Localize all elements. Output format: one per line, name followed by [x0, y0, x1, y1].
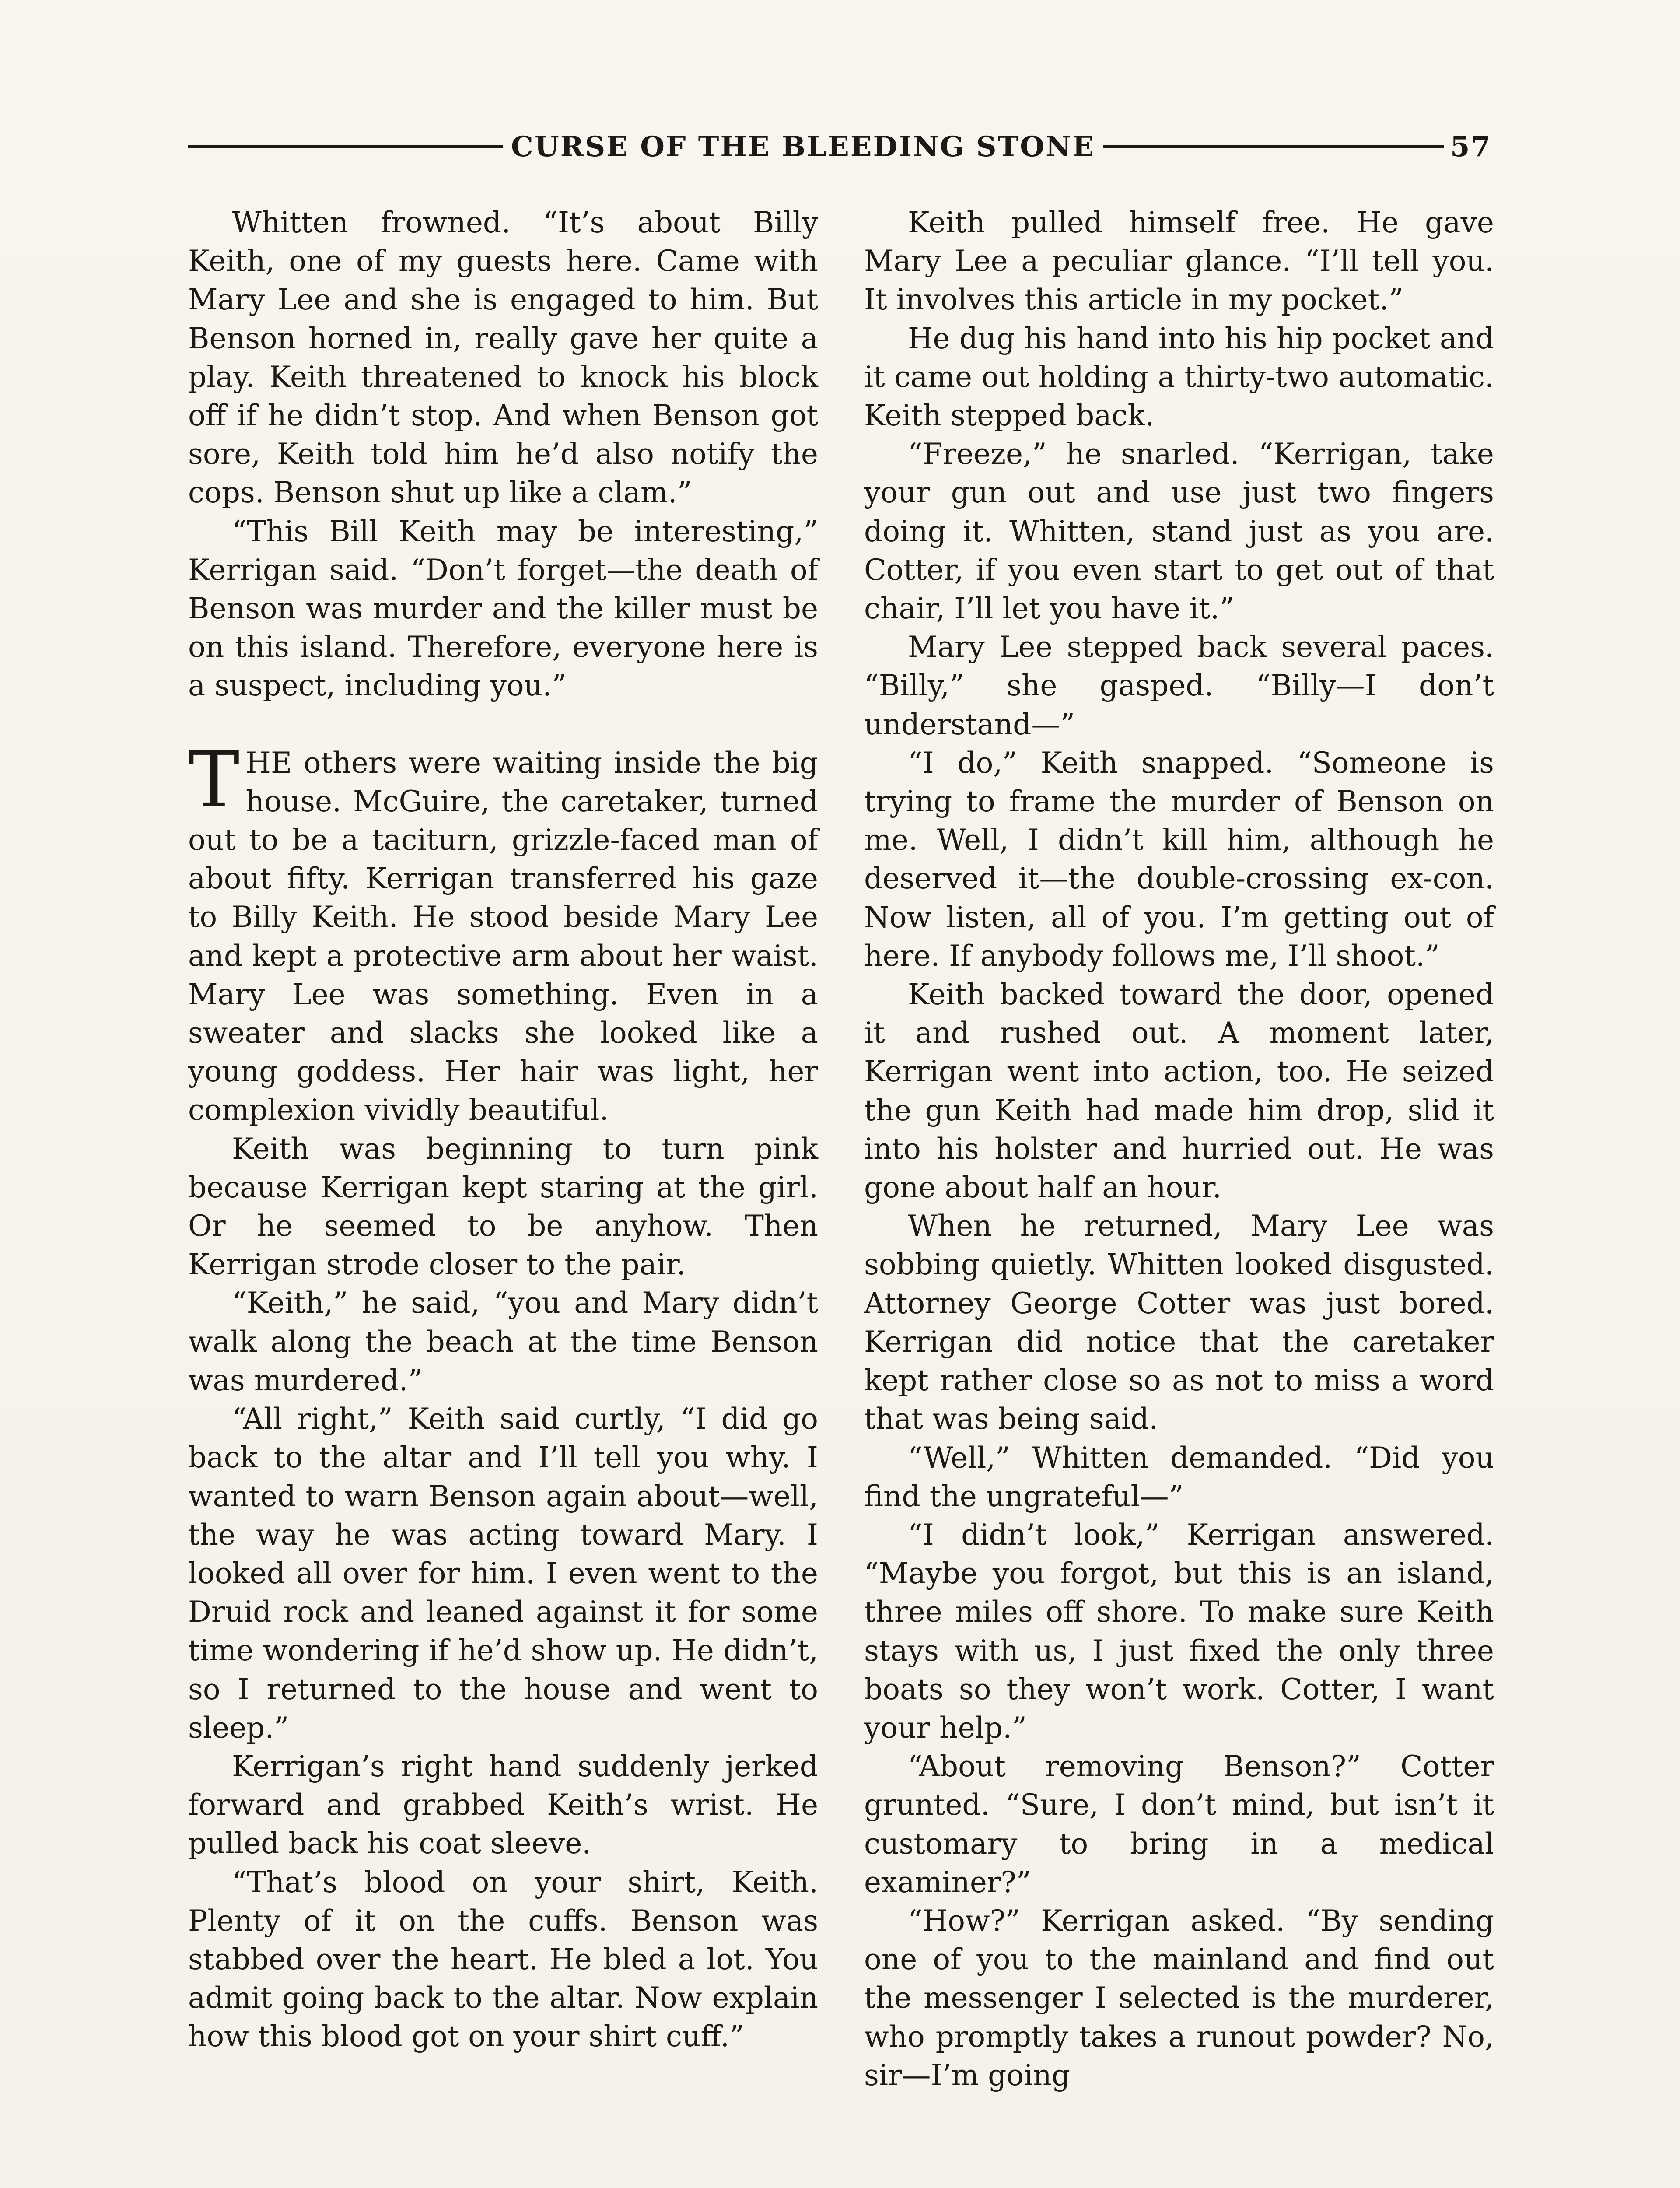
dropcap-paragraph-text: HE others were waiting inside the big house. McGuire, the caretaker, turned out to be a taciturn, grizzle-faced man of about fifty. Kerrigan transferred his gaze to Billy Keith. He stood beside Mary Lee and kept a protective arm about her waist. Mary Lee was something. Even in a sweater and slacks she looked like a young goddess. Her hair was light, her complexion vividly beautiful.	[188, 746, 818, 1127]
paragraph: Kerrigan’s right hand suddenly jerked forward and grabbed Keith’s wrist. He pulled back his coat sleeve.	[188, 1749, 818, 1861]
paragraph: “Well,” Whitten demanded. “Did you find the ungrateful—”	[864, 1441, 1494, 1513]
paragraph: “Freeze,” he snarled. “Kerrigan, take your gun out and use just two fingers doing it. Whitten, stand just as you are. Cotter, if you even start to get out of that chair, I’ll let you have it.”	[864, 437, 1494, 626]
paragraph: Keith was beginning to turn pink because Kerrigan kept staring at the girl. Or he seemed to be anyhow. Then Kerrigan strode closer to the pair.	[188, 1132, 818, 1282]
dropcap-paragraph	[188, 735, 818, 1130]
paragraph: Keith pulled himself free. He gave Mary Lee a peculiar glance. “I’ll tell you. It involves this article in my pocket.”	[864, 206, 1494, 317]
story-title: CURSE OF THE BLEEDING STONE	[511, 130, 1096, 163]
drop-cap-letter: T	[188, 735, 240, 825]
paragraph: “About removing Benson?” Cotter grunted. “Sure, I don’t mind, but isn’t it customary to bring in a medical examiner?”	[864, 1750, 1494, 1899]
paragraph: “How?” Kerrigan asked. “By sending one of you to the mainland and find out the messenger I selected is the murderer, who promptly takes a runout powder? No, sir—I’m going	[864, 1904, 1494, 2092]
paragraph: “That’s blood on your shirt, Keith. Plenty of it on the cuffs. Benson was stabbed over the heart. He bled a lot. You admit going back to the altar. Now explain how this blood got on your shirt cuff.”	[188, 1865, 818, 2054]
paragraph: Whitten frowned. “It’s about Billy Keith, one of my guests here. Came with Mary Lee and she is engaged to him. But Benson horned in, really gave her quite a play. Keith threatened to knock his block off if he didn’t stop. And when Benson got sore, Keith told him he’d also notify the cops. Benson shut up like a clam.”	[188, 206, 818, 510]
paragraph: “Keith,” he said, “you and Mary didn’t walk along the beach at the time Benson was murdered.”	[188, 1286, 818, 1397]
paragraph: Keith backed toward the door, opened it and rushed out. A moment later, Kerrigan went into action, too. He seized the gun Keith had made him drop, slid it into his holster and hurried out. He was gone about half an hour.	[864, 978, 1494, 1205]
paragraph: He dug his hand into his hip pocket and it came out holding a thirty-two automatic. Keith stepped back.	[864, 321, 1494, 433]
paragraph: When he returned, Mary Lee was sobbing quietly. Whitten looked disgusted. Attorney George Cotter was just bored. Kerrigan did notice that the caretaker kept rather close so as not to miss a word that was being said.	[864, 1209, 1494, 1436]
paragraph: Mary Lee stepped back several paces. “Billy,” she gasped. “Billy—I don’t understand—”	[864, 630, 1494, 741]
header-rule-right	[1103, 145, 1444, 148]
paragraph: “I didn’t look,” Kerrigan answered. “Maybe you forgot, but this is an island, three miles off shore. To make sure Keith stays with us, I just fixed the only three boats so they won’t work. Cotter, I want your help.”	[864, 1518, 1494, 1745]
paragraph: “I do,” Keith snapped. “Someone is trying to frame the murder of Benson on me. Well, I didn’t kill him, although he deserved it—the double-crossing ex-con. Now listen, all of you. I’m getting out of here. If anybody follows me, I’ll shoot.”	[864, 746, 1494, 973]
right-column	[864, 203, 1494, 2095]
paragraph: “All right,” Keith said curtly, “I did go back to the altar and I’ll tell you why. I wanted to warn Benson again about—well, the way he was acting toward Mary. I looked all over for him. I even went to the Druid rock and leaned against it for some time wondering if he’d show up. He didn’t, so I returned to the house and went to sleep.”	[188, 1402, 818, 1745]
page-number: 57	[1450, 130, 1492, 163]
running-head	[188, 127, 1492, 166]
left-column	[188, 203, 818, 2056]
paragraph: “This Bill Keith may be interesting,” Kerrigan said. “Don’t forget—the death of Benson was murder and the killer must be on this island. Therefore, everyone here is a suspect, including you.”	[188, 514, 818, 703]
header-rule-left	[188, 145, 503, 148]
